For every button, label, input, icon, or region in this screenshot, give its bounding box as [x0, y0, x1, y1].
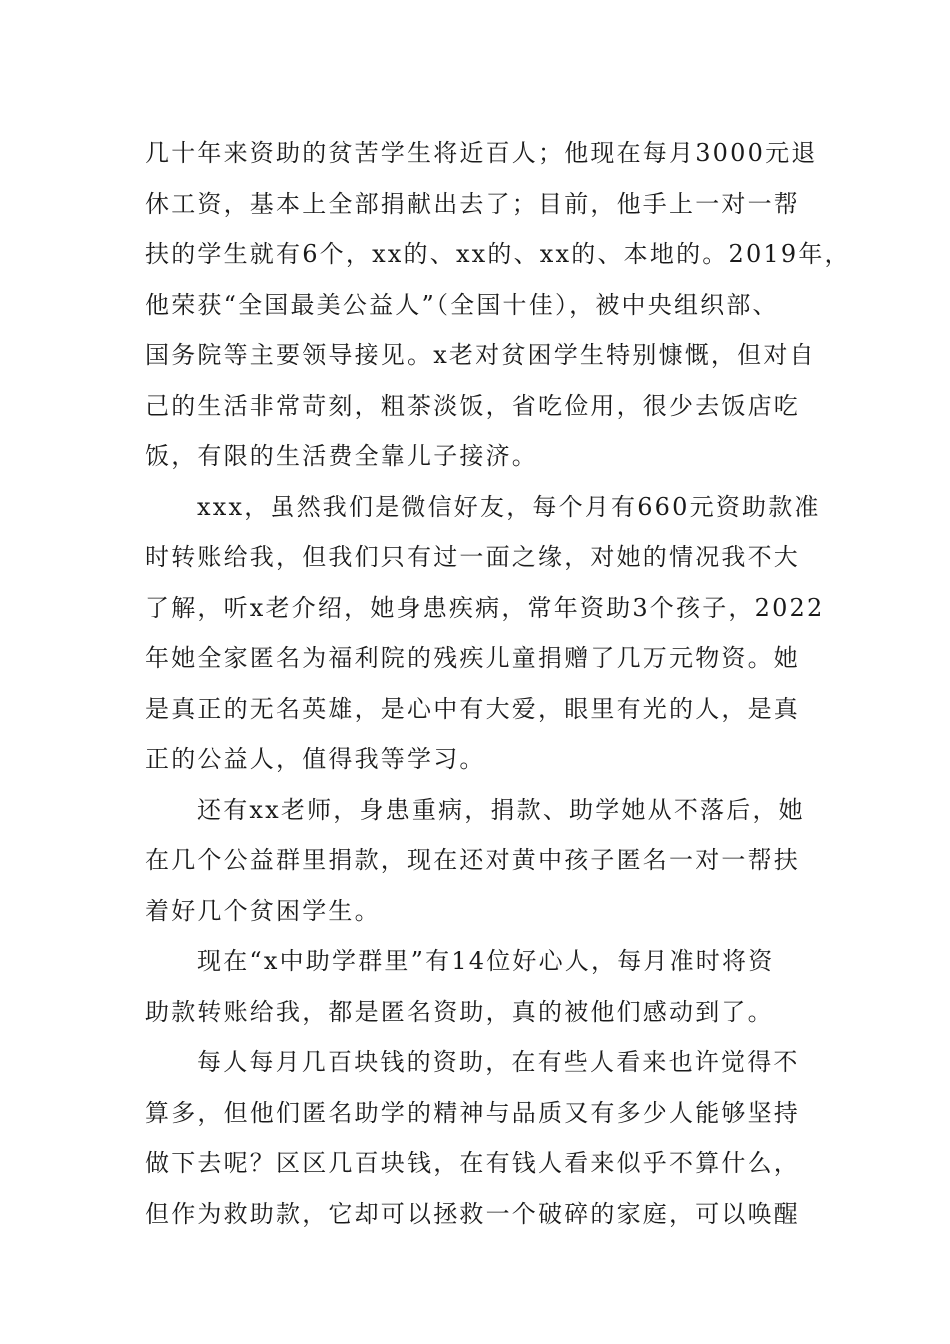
paragraph-start-line: 现在“x中助学群里”有14位好心人，每月准时将资 — [197, 947, 775, 975]
body-text — [145, 128, 851, 1239]
text-line: 休工资，基本上全部捐献出去了；目前，他手上一对一帮 — [145, 189, 800, 218]
text-line: 在几个公益群里捐款，现在还对黄中孩子匿名一对一帮扶 — [145, 846, 800, 874]
paragraph-start-line: xxx，虽然我们是微信好友，每个月有660元资助款准 — [197, 492, 821, 521]
text-line: 做下去呢？区区几百块钱，在有钱人看来似乎不算什么， — [145, 1149, 800, 1177]
paragraph-start-line: 还有xx老师，身患重病，捐款、助学她从不落后，她 — [197, 795, 805, 824]
text-line: 他荣获“全国最美公益人”（全国十佳），被中央组织部、 — [145, 290, 779, 319]
text-line: 己的生活非常苛刻，粗茶淡饭，省吃俭用，很少去饭店吃 — [145, 391, 800, 420]
text-line: 助款转账给我，都是匿名资助，真的被他们感动到了。 — [145, 997, 774, 1026]
text-line: 扶的学生就有6个，xx的、xx的、xx的、本地的。2019年， — [145, 240, 851, 268]
text-line: 着好几个贫困学生。 — [145, 896, 381, 925]
text-line: 饭，有限的生活费全靠儿子接济。 — [145, 442, 538, 470]
text-line: 是真正的无名英雄，是心中有大爱，眼里有光的人，是真 — [145, 694, 800, 723]
text-line: 国务院等主要领导接见。x老对贫困学生特别慷慨，但对自 — [145, 341, 816, 369]
text-line: 了解，听x老介绍，她身患疾病，常年资助3个孩子，2022 — [145, 593, 825, 622]
text-line: 时转账给我，但我们只有过一面之缘，对她的情况我不大 — [145, 543, 800, 571]
paragraph-start-line: 每人每月几百块钱的资助，在有些人看来也许觉得不 — [197, 1048, 800, 1076]
text-line: 但作为救助款，它却可以拯救一个破碎的家庭，可以唤醒 — [145, 1199, 800, 1228]
text-line: 算多，但他们匿名助学的精神与品质又有多少人能够坚持 — [145, 1098, 800, 1127]
text-line: 年她全家匿名为福利院的残疾儿童捐赠了几万元物资。她 — [145, 644, 800, 672]
text-line: 正的公益人，值得我等学习。 — [145, 745, 486, 773]
text-line: 几十年来资助的贫苦学生将近百人；他现在每月3000元退 — [145, 139, 818, 167]
